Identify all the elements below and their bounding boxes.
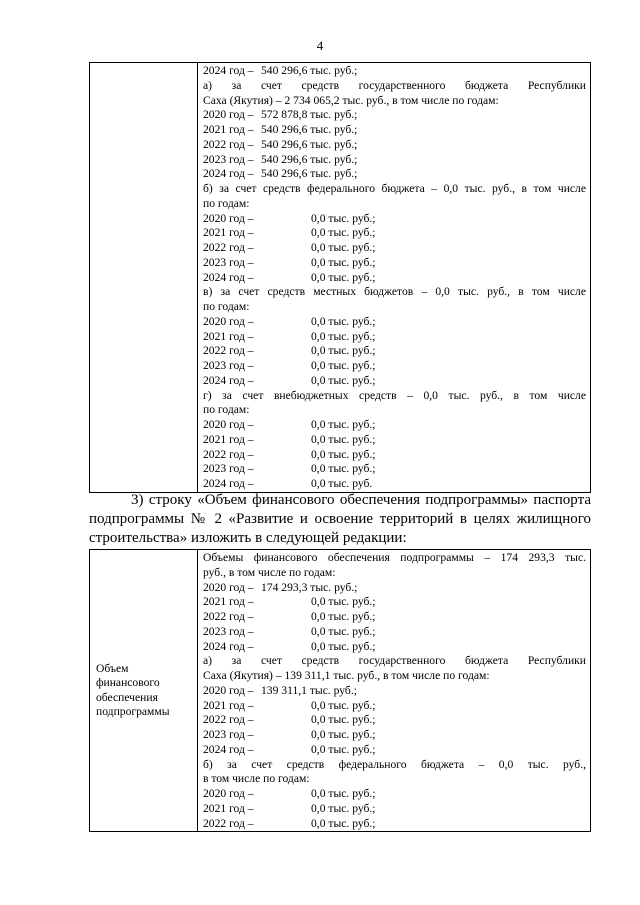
amount-value: 540 296,6 тыс. руб.; xyxy=(261,167,358,181)
text-line: по годам: xyxy=(203,403,250,417)
year-amount-row xyxy=(203,462,586,477)
year-label: 2024 год – xyxy=(203,270,254,284)
year-amount-row xyxy=(203,256,586,271)
year-label: 2021 год – xyxy=(203,698,254,712)
year-amount-row xyxy=(203,123,586,138)
year-label: 2020 год – xyxy=(203,787,254,800)
amount-value: 0,0 тыс. руб.; xyxy=(311,698,376,712)
amount-value: 0,0 тыс. руб.; xyxy=(311,639,376,653)
year-label: 2024 год – xyxy=(203,373,254,387)
year-label: 2021 год – xyxy=(203,226,254,240)
year-amount-row xyxy=(203,699,586,714)
text-line: по годам: xyxy=(203,196,250,210)
amount-value: 0,0 тыс. руб.; xyxy=(311,255,376,269)
year-amount-row xyxy=(203,212,586,227)
amount-value: 0,0 тыс. руб.; xyxy=(311,801,376,815)
year-label: 2022 год – xyxy=(203,816,254,830)
funding-source-line: а) за счет средств государственного бюджета Республики xyxy=(203,654,586,668)
year-amount-row xyxy=(203,595,586,610)
amount-value: 0,0 тыс. руб.; xyxy=(311,624,376,638)
year-label: 2022 год – xyxy=(203,241,254,254)
amount-value: 0,0 тыс. руб.; xyxy=(311,816,376,830)
year-label: 2021 год – xyxy=(203,801,254,815)
paragraph-line: подпрограммы № 2 «Развитие и освоение территорий в целях жилищного xyxy=(89,511,591,528)
year-amount-row xyxy=(203,817,586,832)
text-line: в том числе по годам: xyxy=(203,772,310,786)
amount-value: 540 296,6 тыс. руб.; xyxy=(261,123,358,136)
amount-value: 0,0 тыс. руб.; xyxy=(311,713,376,727)
funding-source-line: б) за счет средств федерального бюджета – 0,0 тыс. руб., xyxy=(203,757,586,771)
funding-table-continued xyxy=(89,62,591,493)
year-label: 2023 год – xyxy=(203,462,254,476)
amount-value: 0,0 тыс. руб.; xyxy=(311,462,376,476)
amount-value: 572 878,8 тыс. руб.; xyxy=(261,108,358,122)
amount-value: 0,0 тыс. руб.; xyxy=(311,742,376,756)
paragraph-line: строительства» изложить в следующей редакции: xyxy=(89,530,407,547)
year-label: 2021 год – xyxy=(203,595,254,609)
year-label: 2024 год – xyxy=(203,639,254,653)
amount-value: 540 296,6 тыс. руб.; xyxy=(261,152,358,166)
funding-source-line: б) за счет средств федерального бюджета – 0,0 тыс. руб., в том числе xyxy=(203,182,586,195)
table-content-cell xyxy=(198,550,591,832)
year-label: 2022 год – xyxy=(203,137,254,151)
amount-value: 0,0 тыс. руб.; xyxy=(311,226,376,240)
year-amount-row xyxy=(203,477,586,492)
amount-value: 0,0 тыс. руб.; xyxy=(311,447,376,461)
amount-value: 139 311,1 тыс. руб.; xyxy=(261,683,357,697)
amount-value: 0,0 тыс. руб.; xyxy=(311,241,376,254)
year-amount-row xyxy=(203,64,586,79)
amendment-paragraph xyxy=(89,491,591,549)
table-label-cell xyxy=(90,550,198,832)
year-amount-row xyxy=(203,448,586,463)
year-label: 2022 год – xyxy=(203,713,254,727)
amount-value: 0,0 тыс. руб.; xyxy=(311,211,376,225)
amount-value: 0,0 тыс. руб.; xyxy=(311,432,376,446)
year-label: 2020 год – xyxy=(203,108,254,122)
year-label: 2024 год – xyxy=(203,742,254,756)
year-label: 2024 год – xyxy=(203,167,254,181)
year-amount-row xyxy=(203,344,586,359)
year-amount-row xyxy=(203,138,586,153)
year-label: 2020 год – xyxy=(203,211,254,225)
year-label: 2022 год – xyxy=(203,610,254,623)
year-amount-row xyxy=(203,743,586,758)
year-label: 2023 год – xyxy=(203,728,254,741)
amount-value: 0,0 тыс. руб.; xyxy=(311,270,376,284)
year-label: 2021 год – xyxy=(203,329,254,343)
year-amount-row xyxy=(203,684,586,699)
year-amount-row xyxy=(203,640,586,655)
amount-value: 0,0 тыс. руб.; xyxy=(311,314,376,328)
year-label: 2023 год – xyxy=(203,152,254,166)
amount-value: 0,0 тыс. руб.; xyxy=(311,787,376,800)
year-amount-row xyxy=(203,625,586,640)
year-amount-row xyxy=(203,433,586,448)
year-amount-row xyxy=(203,226,586,241)
year-label: 2023 год – xyxy=(203,624,254,638)
year-label: 2023 год – xyxy=(203,255,254,269)
page-number: 4 xyxy=(316,38,324,53)
amount-value: 0,0 тыс. руб.; xyxy=(311,418,376,431)
year-amount-row xyxy=(203,374,586,389)
year-amount-row xyxy=(203,713,586,728)
year-label: 2020 год – xyxy=(203,314,254,328)
funding-table-subprogram-2 xyxy=(89,549,591,832)
year-amount-row xyxy=(203,787,586,802)
year-amount-row xyxy=(203,108,586,123)
year-label: 2022 год – xyxy=(203,447,254,461)
year-amount-row xyxy=(203,728,586,743)
funding-source-line: в) за счет средств местных бюджетов – 0,0 тыс. руб., в том числе xyxy=(203,285,586,299)
amount-value: 0,0 тыс. руб.; xyxy=(311,595,376,609)
year-amount-row xyxy=(203,315,586,330)
year-amount-row xyxy=(203,330,586,345)
year-label: 2020 год – xyxy=(203,580,254,594)
year-label: 2024 год – xyxy=(203,477,254,490)
year-label: 2023 год – xyxy=(203,359,254,372)
year-label: 2021 год – xyxy=(203,432,254,446)
funding-source-line: г) за счет внебюджетных средств – 0,0 тыс. руб., в том числе xyxy=(203,388,586,402)
year-amount-row xyxy=(203,241,586,256)
amount-value: 0,0 тыс. руб.; xyxy=(311,359,376,372)
year-amount-row xyxy=(203,418,586,433)
year-amount-row xyxy=(203,581,586,596)
paragraph-line: 3) строку «Объем финансового обеспечения подпрограммы» паспорта xyxy=(131,492,591,508)
funding-source-line: Объемы финансового обеспечения подпрограммы – 174 293,3 тыс. xyxy=(203,551,586,564)
year-amount-row xyxy=(203,167,586,182)
text-line: по годам: xyxy=(203,300,250,313)
amount-value: 0,0 тыс. руб.; xyxy=(311,344,376,358)
text-line: Саха (Якутия) – 2 734 065,2 тыс. руб., в том числе по годам: xyxy=(203,93,499,107)
table-label-cell xyxy=(90,63,198,493)
text-line: руб., в том числе по годам: xyxy=(203,565,336,579)
row-label: Объем финансового обеспечения подпрограммы xyxy=(96,662,170,718)
amount-value: 540 296,6 тыс. руб.; xyxy=(261,137,358,151)
funding-source-line: а) за счет средств государственного бюджета Республики xyxy=(203,78,586,92)
amount-value: 540 296,6 тыс. руб.; xyxy=(261,64,358,77)
amount-value: 174 293,3 тыс. руб.; xyxy=(261,580,358,594)
year-amount-row xyxy=(203,802,586,817)
year-amount-row xyxy=(203,271,586,286)
year-label: 2021 год – xyxy=(203,123,254,136)
amount-value: 0,0 тыс. руб.; xyxy=(311,329,376,343)
amount-value: 0,0 тыс. руб.; xyxy=(311,373,376,387)
amount-value: 0,0 тыс. руб. xyxy=(311,477,373,490)
year-label: 2022 год – xyxy=(203,344,254,358)
year-label: 2020 год – xyxy=(203,683,254,697)
year-label: 2020 год – xyxy=(203,418,254,431)
year-amount-row xyxy=(203,359,586,374)
year-amount-row xyxy=(203,153,586,168)
year-amount-row xyxy=(203,610,586,625)
table-content-cell xyxy=(198,63,591,493)
amount-value: 0,0 тыс. руб.; xyxy=(311,728,376,741)
year-label: 2024 год – xyxy=(203,64,254,77)
text-line: Саха (Якутия) – 139 311,1 тыс. руб., в том числе по годам: xyxy=(203,669,490,682)
amount-value: 0,0 тыс. руб.; xyxy=(311,610,376,623)
